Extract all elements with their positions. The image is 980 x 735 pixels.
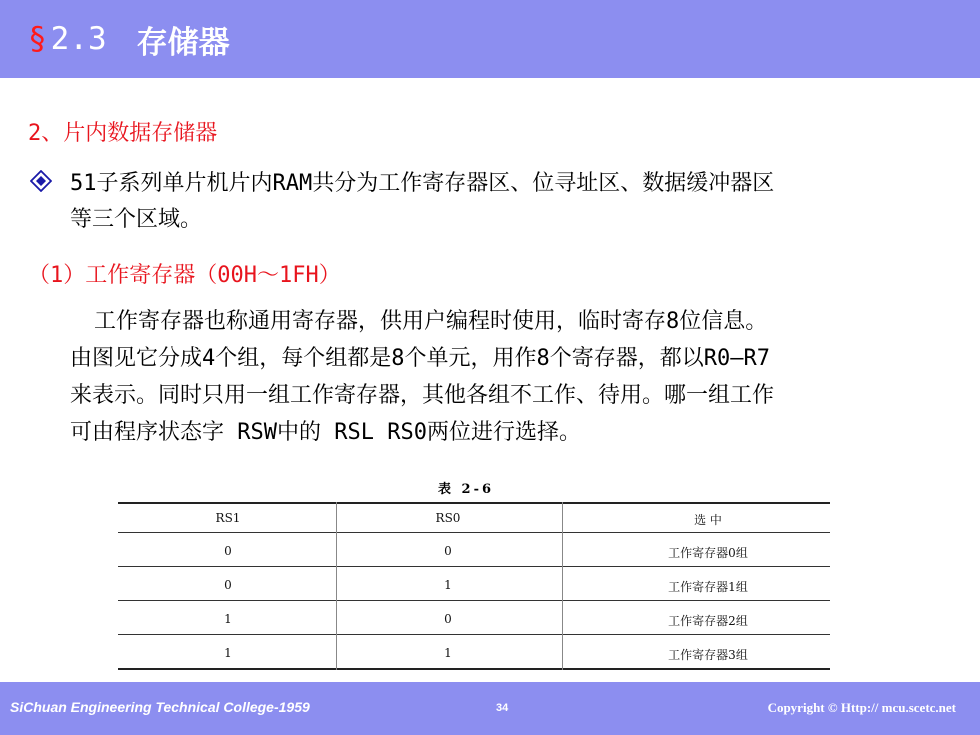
register-bank-table <box>118 502 830 670</box>
paragraph-line-1: 工作寄存器也称通用寄存器，供用户编程时使用，临时寄存8位信息。 <box>94 309 768 334</box>
paragraph-line-4: 可由程序状态字 RSW中的 RSL RS0两位进行选择。 <box>70 420 581 445</box>
table-cell: 工作寄存器1组 <box>668 580 748 594</box>
table-cell: 1 <box>224 646 232 660</box>
table-header-select: 选 中 <box>694 513 722 527</box>
section-title: 存储器 <box>136 24 230 61</box>
table-cell: 工作寄存器3组 <box>668 648 748 662</box>
table-cell: 0 <box>444 544 452 558</box>
table-header-rs0: RS0 <box>435 511 461 525</box>
table-cell: 0 <box>224 544 232 558</box>
section-number: 2.3 <box>50 21 107 57</box>
table-caption: 表 2-6 <box>438 482 495 497</box>
slide-content <box>0 78 980 682</box>
subsection-heading: （1）工作寄存器（00H～1FH） <box>28 263 341 288</box>
table-cell: 1 <box>444 578 452 592</box>
footer-school-name: SiChuan Engineering Technical College-1959 <box>10 699 310 715</box>
table-cell: 工作寄存器0组 <box>668 546 748 560</box>
section-mark: § <box>28 21 47 57</box>
paragraph-line-3: 来表示。同时只用一组工作寄存器，其他各组不工作、待用。哪一组工作 <box>70 383 775 408</box>
paragraph-line-2: 由图见它分成4个组，每个组都是8个单元，用作8个寄存器，都以R0—R7 <box>70 346 770 371</box>
header-banner <box>0 0 980 78</box>
table-cell: 0 <box>224 578 232 592</box>
footer-copyright: Copyright © Http:// mcu.scetc.net <box>767 700 956 715</box>
page-number: 34 <box>496 702 509 714</box>
table-cell: 1 <box>224 612 232 626</box>
subtitle: 2、片内数据存储器 <box>28 121 218 146</box>
footer-banner <box>0 682 980 735</box>
table-header-rs1: RS1 <box>215 511 241 525</box>
section-heading <box>28 16 230 62</box>
bullet-text-line-2: 等三个区域。 <box>70 207 203 232</box>
diamond-bullet-icon <box>30 170 52 192</box>
bullet-text-line-1: 51子系列单片机片内RAM共分为工作寄存器区、位寻址区、数据缓冲器区 <box>70 171 775 196</box>
table-cell: 工作寄存器2组 <box>668 614 748 628</box>
table-cell: 1 <box>444 646 452 660</box>
table-cell: 0 <box>444 612 452 626</box>
